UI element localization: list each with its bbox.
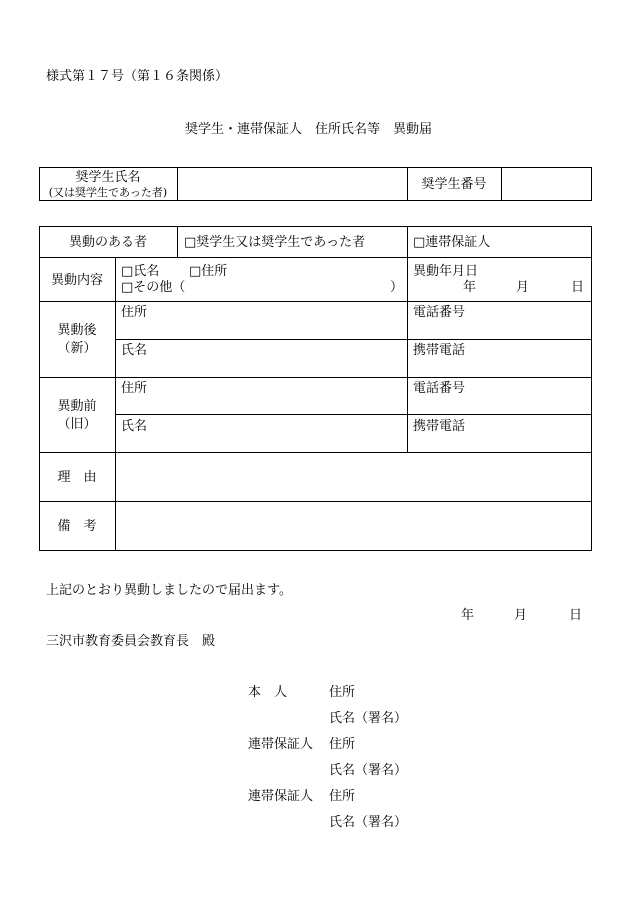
before-address-label: 住所 xyxy=(121,381,148,396)
remarks-label: 備 考 xyxy=(57,519,97,534)
change-content-label: 異動内容 xyxy=(50,273,103,288)
remarks-field[interactable] xyxy=(120,505,588,547)
guarantor1-label: 連帯保証人 xyxy=(248,737,314,752)
guarantor1-address-label: 住所 xyxy=(329,737,356,752)
submission-statement: 上記のとおり異動しましたので届出ます。 xyxy=(46,583,292,598)
after-address-label: 住所 xyxy=(121,305,148,320)
reason-field[interactable] xyxy=(120,456,588,497)
before-phone-label: 電話番号 xyxy=(413,381,466,396)
before-change-label: 異動前 xyxy=(57,399,97,414)
submission-day: 日 xyxy=(569,608,583,623)
submission-year: 年 xyxy=(461,608,475,623)
self-label: 本 人 xyxy=(248,685,288,700)
changed-person-label: 異動のある者 xyxy=(68,235,147,250)
before-mobile-label: 携帯電話 xyxy=(413,419,466,434)
student-name-sublabel: (又は奨学生であった者) xyxy=(48,186,168,199)
content-other-checkbox[interactable]: □その他（ xyxy=(121,280,186,295)
change-date-label: 異動年月日 xyxy=(413,264,479,279)
student-name-label: 奨学生氏名 xyxy=(75,170,141,185)
guarantor1-name-sign-label: 氏名（署名） xyxy=(329,763,408,778)
recipient: 三沢市教育委員会教育長 殿 xyxy=(46,634,216,649)
after-phone-label: 電話番号 xyxy=(413,305,466,320)
change-date-day: 日 xyxy=(571,280,585,295)
before-change-sublabel: （旧） xyxy=(57,417,97,432)
student-name-field[interactable] xyxy=(181,172,403,196)
content-name-checkbox[interactable]: □氏名 xyxy=(121,264,160,279)
student-number-label: 奨学生番号 xyxy=(421,177,487,192)
guarantor2-address-label: 住所 xyxy=(329,789,356,804)
content-other-close: ） xyxy=(390,280,404,295)
after-change-sublabel: （新） xyxy=(57,341,97,356)
form-number: 様式第１７号（第１６条関係） xyxy=(46,69,229,84)
after-mobile-label: 携帯電話 xyxy=(413,343,466,358)
self-name-sign-label: 氏名（署名） xyxy=(329,711,408,726)
self-address-label: 住所 xyxy=(329,685,356,700)
option-scholar-checkbox[interactable]: □奨学生又は奨学生であった者 xyxy=(184,235,366,250)
change-date-year: 年 xyxy=(463,280,477,295)
option-guarantor-checkbox[interactable]: □連帯保証人 xyxy=(413,235,491,250)
reason-label: 理 由 xyxy=(57,470,97,485)
before-name-label: 氏名 xyxy=(121,419,148,434)
student-number-field[interactable] xyxy=(505,172,587,196)
guarantor2-label: 連帯保証人 xyxy=(248,789,314,804)
guarantor2-name-sign-label: 氏名（署名） xyxy=(329,815,408,830)
content-address-checkbox[interactable]: □住所 xyxy=(189,264,228,279)
after-name-label: 氏名 xyxy=(121,343,148,358)
change-date-month: 月 xyxy=(516,280,530,295)
submission-month: 月 xyxy=(514,608,528,623)
after-change-label: 異動後 xyxy=(57,323,97,338)
form-title: 奨学生・連帯保証人 住所氏名等 異動届 xyxy=(185,122,433,137)
